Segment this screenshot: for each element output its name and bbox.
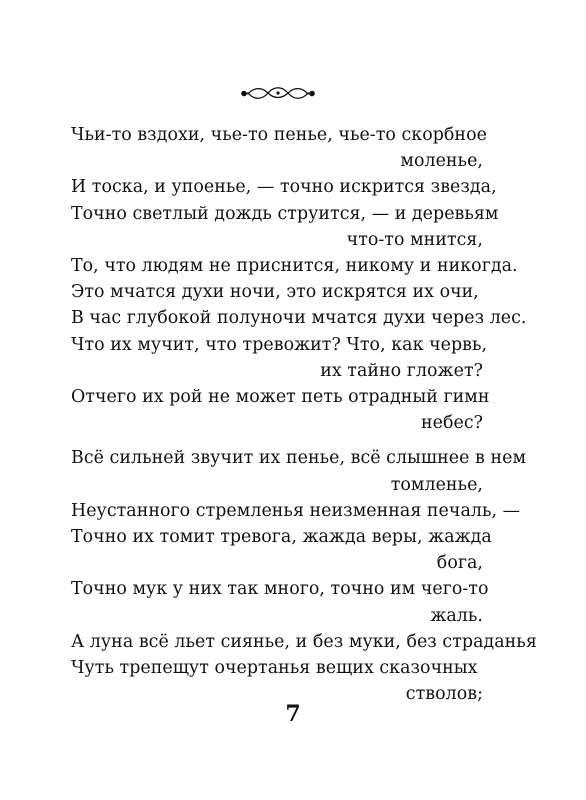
poem-line: Неустанного стремленья неизменная печаль, — xyxy=(71,500,521,521)
poem-line: Чуть трепещут очертанья вещих сказочных xyxy=(71,658,478,679)
poem-stanza xyxy=(71,122,527,436)
poem-line-continuation: бога, xyxy=(436,553,483,574)
poem-line: Что их мучит, что тревожит? Что, как червь, xyxy=(71,334,488,355)
poem-line: Чьи-то вздохи, чье-то пенье, чье-то скорбное xyxy=(71,125,487,145)
vine-scroll-ornament-icon xyxy=(240,84,316,102)
poem-line-continuation: их тайно гложет? xyxy=(320,360,483,381)
poem-line: А луна всё льет сиянье, и без муки, без страданья xyxy=(71,631,537,652)
poem-line-continuation: небес? xyxy=(420,413,483,434)
poem-line: То, что людям не приснится, никому и никогда. xyxy=(71,256,518,277)
poem-line-continuation: томленье, xyxy=(390,474,483,495)
poem-line: Всё сильней звучит их пенье, всё слышнее в нем xyxy=(71,448,527,469)
poem-line-continuation: жаль. xyxy=(430,605,483,626)
poem-line: Это мчатся духи ночи, это искрятся их очи, xyxy=(71,282,479,303)
poem-stanza xyxy=(71,445,537,707)
page-number: 7 xyxy=(285,701,301,727)
poem-line-continuation: что-то мнится, xyxy=(346,229,483,250)
poem-line-continuation: моленье, xyxy=(400,151,483,172)
poem-text xyxy=(71,122,537,707)
poem-line-continuation: стволов; xyxy=(405,684,483,705)
poem-line: Отчего их рой не может петь отрадный гимн xyxy=(71,387,490,408)
poem-line: Точно мук у них так много, точно им чего-то xyxy=(71,579,489,600)
poem-line: В час глубокой полуночи мчатся духи через лес. xyxy=(71,308,527,329)
poem-line: Точно светлый дождь струится, — и деревьям xyxy=(71,203,499,224)
poem-line: Точно их томит тревога, жажда веры, жажда xyxy=(71,527,492,548)
poem-line: И тоска, и упоенье, — точно искрится звезда, xyxy=(71,177,497,198)
